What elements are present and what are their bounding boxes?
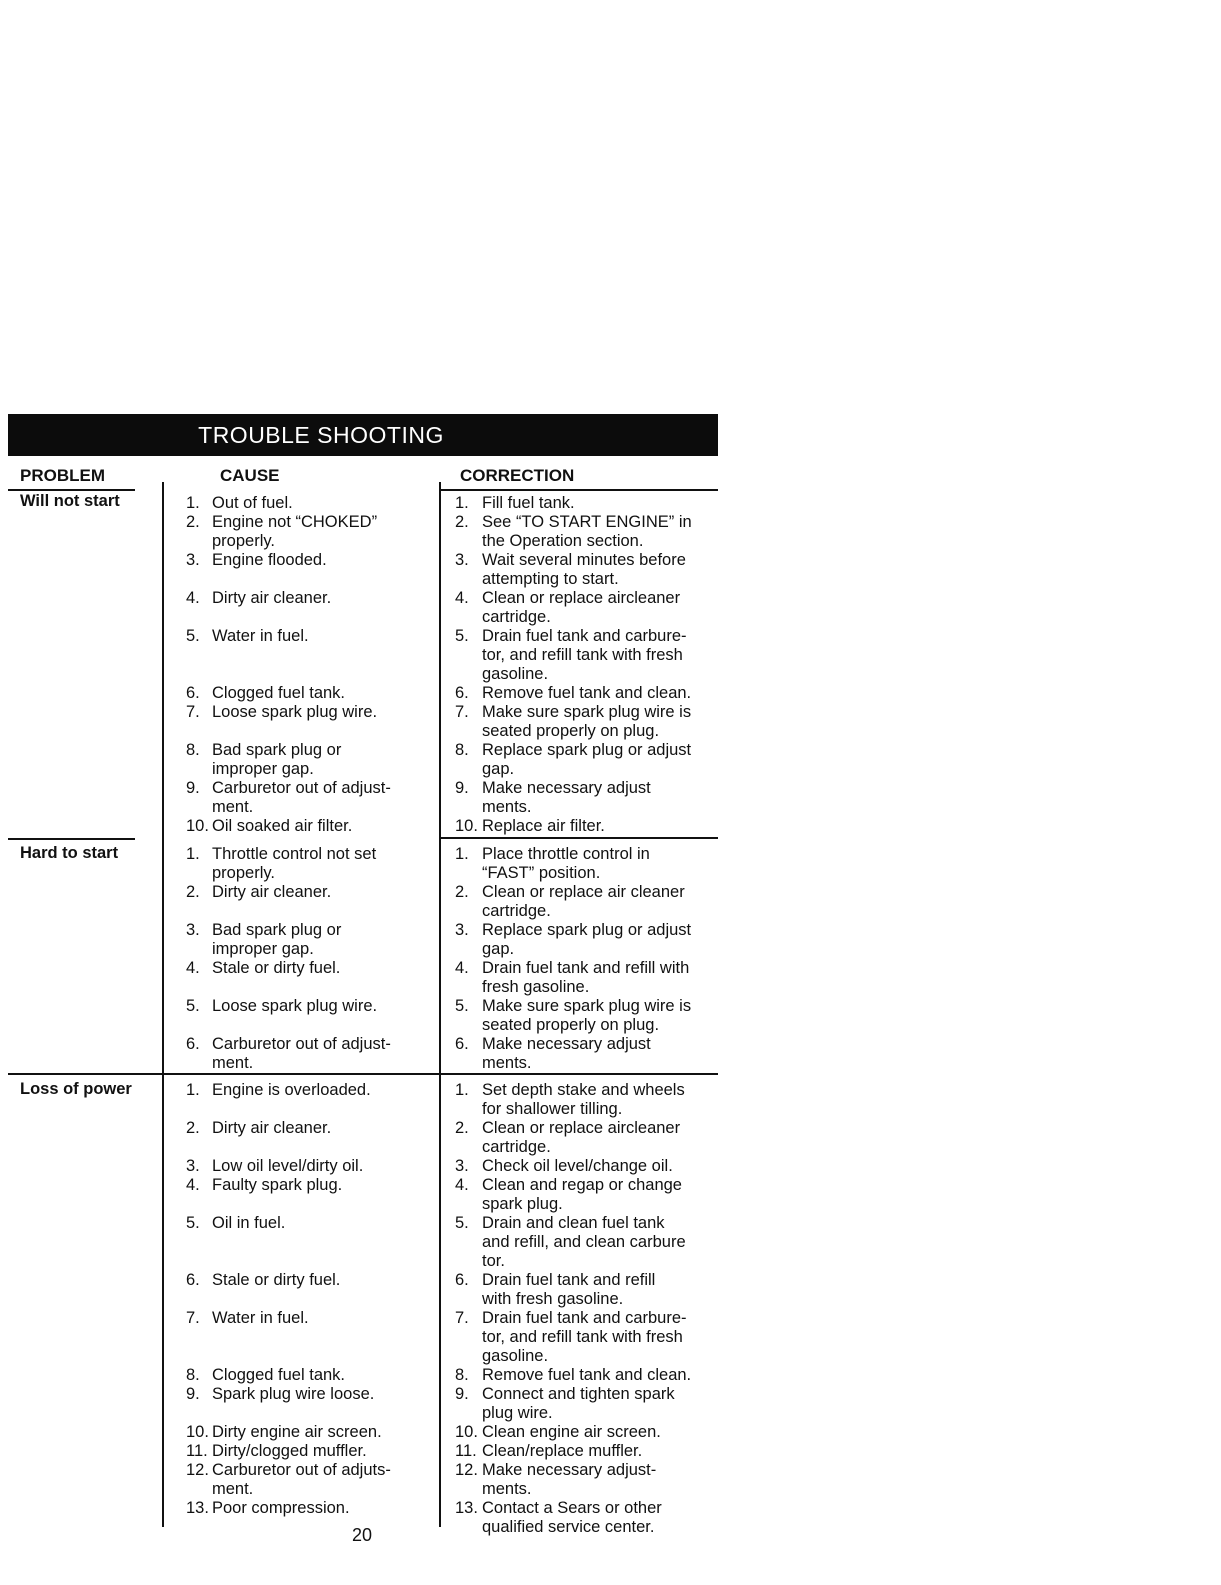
item-text: [482, 513, 692, 551]
item-text: [212, 513, 377, 551]
item-text: [212, 1499, 350, 1518]
item-line: Oil in fuel.: [212, 1214, 286, 1232]
item-text: [212, 921, 341, 959]
item-number: 6.: [186, 1035, 200, 1053]
item-number: 12.: [455, 1461, 478, 1479]
item-text: [212, 1176, 342, 1195]
item-line: cartridge.: [482, 608, 551, 626]
item-line: Dirty air cleaner.: [212, 1119, 332, 1137]
item-line: tor, and refill tank with fresh: [482, 1328, 683, 1346]
title-bar: [8, 414, 718, 456]
item-number: 8.: [186, 1366, 200, 1384]
item-text: [482, 1035, 651, 1073]
item-line: Drain fuel tank and carbure-: [482, 627, 687, 645]
item-line: ment.: [212, 1480, 254, 1498]
item-line: fresh gasoline.: [482, 978, 590, 996]
item-line: Set depth stake and wheels: [482, 1081, 685, 1099]
item-text: [212, 1214, 285, 1233]
item-number: 2.: [186, 1119, 200, 1137]
item-line: with fresh gasoline.: [482, 1290, 624, 1308]
item-text: [482, 1461, 656, 1499]
item-text: [212, 1366, 345, 1385]
item-line: Oil soaked air filter.: [212, 817, 353, 835]
item-line: attempting to start.: [482, 570, 619, 588]
item-number: 2.: [455, 1119, 469, 1137]
item-line: tor, and refill tank with fresh: [482, 646, 683, 664]
item-number: 13.: [455, 1499, 478, 1517]
item-text: [212, 779, 391, 817]
item-line: Engine flooded.: [212, 551, 327, 569]
item-text: [212, 997, 377, 1016]
item-line: Contact a Sears or other: [482, 1499, 662, 1517]
item-text: [212, 1385, 374, 1404]
item-number: 3.: [186, 551, 200, 569]
item-line: Replace spark plug or adjust: [482, 921, 692, 939]
item-text: [212, 1119, 331, 1138]
item-number: 3.: [186, 921, 200, 939]
item-number: 6.: [455, 1035, 469, 1053]
item-text: [482, 1385, 675, 1423]
item-line: Engine is overloaded.: [212, 1081, 371, 1099]
item-number: 8.: [186, 741, 200, 759]
item-line: Remove fuel tank and clean.: [482, 684, 692, 702]
item-line: Throttle control not set: [212, 845, 377, 863]
item-text: [212, 627, 309, 646]
page-title: TROUBLE SHOOTING: [198, 421, 444, 448]
item-line: Dirty engine air screen.: [212, 1423, 382, 1441]
item-line: Bad spark plug or: [212, 741, 342, 759]
item-number: 4.: [186, 1176, 200, 1194]
item-number: 5.: [455, 1214, 469, 1232]
item-number: 6.: [186, 684, 200, 702]
item-number: 4.: [186, 589, 200, 607]
item-text: [212, 1423, 382, 1442]
item-number: 12.: [186, 1461, 209, 1479]
item-text: [482, 1442, 642, 1461]
item-number: 10.: [186, 1423, 209, 1441]
item-text: [482, 959, 689, 997]
item-number: 4.: [455, 589, 469, 607]
problem-label: Loss of power: [20, 1080, 132, 1098]
item-line: and refill, and clean carbure: [482, 1233, 686, 1251]
item-number: 2.: [455, 883, 469, 901]
item-number: 3.: [455, 1157, 469, 1175]
item-number: 5.: [186, 997, 200, 1015]
item-number: 10.: [186, 817, 209, 835]
item-line: Clean engine air screen.: [482, 1423, 661, 1441]
item-line: Drain and clean fuel tank: [482, 1214, 665, 1232]
item-line: Stale or dirty fuel.: [212, 1271, 341, 1289]
item-line: gasoline.: [482, 665, 549, 683]
item-number: 10.: [455, 817, 478, 835]
item-line: Bad spark plug or: [212, 921, 342, 939]
item-number: 7.: [455, 1309, 469, 1327]
item-line: gap.: [482, 940, 515, 958]
item-text: [482, 997, 691, 1035]
item-line: Make necessary adjust: [482, 1035, 651, 1053]
item-number: 6.: [455, 1271, 469, 1289]
item-line: Dirty/clogged muffler.: [212, 1442, 367, 1460]
item-line: Replace air filter.: [482, 817, 605, 835]
item-line: Loose spark plug wire.: [212, 703, 378, 721]
item-number: 1.: [455, 1081, 469, 1099]
item-text: [482, 1157, 673, 1176]
item-line: seated properly on plug.: [482, 1016, 660, 1034]
item-number: 6.: [455, 684, 469, 702]
item-number: 11.: [186, 1442, 208, 1460]
item-line: seated properly on plug.: [482, 722, 660, 740]
item-line: Remove fuel tank and clean.: [482, 1366, 692, 1384]
page-number: 20: [352, 1525, 373, 1545]
item-line: Place throttle control in: [482, 845, 650, 863]
item-text: [212, 741, 341, 779]
item-number: 3.: [186, 1157, 200, 1175]
column-divider-right: [439, 482, 441, 1527]
item-text: [482, 1119, 680, 1157]
item-line: Connect and tighten spark: [482, 1385, 675, 1403]
item-text: [482, 1423, 661, 1442]
item-line: Check oil level/change oil.: [482, 1157, 673, 1175]
item-number: 8.: [455, 741, 469, 759]
item-line: “FAST” position.: [482, 864, 601, 882]
item-text: [482, 1309, 687, 1366]
item-line: properly.: [212, 532, 275, 550]
item-text: [482, 1214, 686, 1271]
item-line: Dirty air cleaner.: [212, 589, 332, 607]
item-text: [482, 741, 691, 779]
item-number: 13.: [186, 1499, 209, 1517]
item-text: [482, 883, 685, 921]
item-number: 2.: [186, 883, 200, 901]
item-line: See “TO START ENGINE” in: [482, 513, 692, 531]
item-line: Make sure spark plug wire is: [482, 997, 692, 1015]
item-line: for shallower tilling.: [482, 1100, 623, 1118]
item-line: Poor compression.: [212, 1499, 350, 1517]
item-text: [482, 817, 605, 836]
item-text: [212, 551, 327, 570]
item-number: 5.: [186, 1214, 200, 1232]
section-rule: [439, 837, 718, 839]
item-line: Clogged fuel tank.: [212, 1366, 346, 1384]
item-text: [482, 551, 686, 589]
problem-header-rule: [8, 489, 135, 491]
item-text: [212, 1442, 367, 1461]
item-line: Wait several minutes before: [482, 551, 686, 569]
item-line: Carburetor out of adjuts-: [212, 1461, 391, 1479]
item-line: ments.: [482, 1480, 532, 1498]
item-text: [212, 494, 293, 513]
item-line: Drain fuel tank and carbure-: [482, 1309, 687, 1327]
item-number: 9.: [186, 1385, 200, 1403]
problem-header: PROBLEM: [20, 466, 105, 485]
item-line: Engine not “CHOKED”: [212, 513, 378, 531]
item-line: ment.: [212, 798, 254, 816]
item-line: improper gap.: [212, 760, 314, 778]
item-text: [482, 1499, 662, 1537]
item-text: [482, 1366, 691, 1385]
item-line: ment.: [212, 1054, 254, 1072]
item-line: cartridge.: [482, 1138, 551, 1156]
item-number: 3.: [455, 921, 469, 939]
item-line: tor.: [482, 1252, 505, 1270]
correction-header-rule: [439, 489, 718, 491]
item-text: [482, 1081, 685, 1119]
item-line: Replace spark plug or adjust: [482, 741, 692, 759]
item-line: cartridge.: [482, 902, 551, 920]
item-line: Spark plug wire loose.: [212, 1385, 375, 1403]
item-line: plug wire.: [482, 1404, 553, 1422]
item-text: [212, 1461, 391, 1499]
item-number: 1.: [186, 494, 200, 512]
item-line: qualified service center.: [482, 1518, 655, 1536]
item-text: [212, 845, 376, 883]
problem-label: Hard to start: [20, 844, 119, 862]
item-line: Drain fuel tank and refill: [482, 1271, 656, 1289]
item-number: 1.: [455, 845, 469, 863]
item-line: Loose spark plug wire.: [212, 997, 378, 1015]
section-rule: [8, 838, 135, 840]
item-number: 7.: [186, 1309, 200, 1327]
item-number: 9.: [186, 779, 200, 797]
item-number: 4.: [186, 959, 200, 977]
item-number: 5.: [186, 627, 200, 645]
item-text: [482, 703, 691, 741]
item-number: 1.: [186, 845, 200, 863]
item-line: Carburetor out of adjust-: [212, 1035, 391, 1053]
item-number: 3.: [455, 551, 469, 569]
item-line: Drain fuel tank and refill with: [482, 959, 690, 977]
item-line: Clean and regap or change: [482, 1176, 682, 1194]
item-text: [212, 1271, 340, 1290]
item-text: [212, 589, 331, 608]
item-line: Low oil level/dirty oil.: [212, 1157, 364, 1175]
item-line: ments.: [482, 798, 532, 816]
item-line: Clogged fuel tank.: [212, 684, 346, 702]
item-line: improper gap.: [212, 940, 314, 958]
item-line: the Operation section.: [482, 532, 644, 550]
item-line: Clean or replace aircleaner: [482, 1119, 681, 1137]
item-line: Faulty spark plug.: [212, 1176, 343, 1194]
item-number: 5.: [455, 627, 469, 645]
item-text: [482, 684, 691, 703]
item-number: 11.: [455, 1442, 477, 1460]
section-rule: [8, 1073, 718, 1075]
item-text: [482, 921, 691, 959]
item-number: 1.: [455, 494, 469, 512]
item-line: Clean or replace air cleaner: [482, 883, 685, 901]
item-line: gasoline.: [482, 1347, 549, 1365]
item-text: [482, 1271, 655, 1309]
item-text: [212, 1157, 363, 1176]
item-number: 7.: [186, 703, 200, 721]
item-number: 5.: [455, 997, 469, 1015]
item-number: 2.: [186, 513, 200, 531]
column-divider-left: [162, 482, 164, 1527]
item-number: 9.: [455, 1385, 469, 1403]
item-text: [212, 1081, 371, 1100]
item-line: Make sure spark plug wire is: [482, 703, 692, 721]
item-line: Carburetor out of adjust-: [212, 779, 391, 797]
problem-label: Will not start: [20, 492, 120, 510]
item-line: Make necessary adjust-: [482, 1461, 657, 1479]
item-line: ments.: [482, 1054, 532, 1072]
item-number: 9.: [455, 779, 469, 797]
item-line: Out of fuel.: [212, 494, 293, 512]
item-text: [212, 883, 331, 902]
item-number: 4.: [455, 1176, 469, 1194]
item-line: Fill fuel tank.: [482, 494, 575, 512]
item-number: 7.: [455, 703, 469, 721]
item-text: [482, 779, 651, 817]
item-text: [212, 817, 352, 836]
item-text: [482, 1176, 682, 1214]
item-text: [212, 1035, 391, 1073]
item-number: 8.: [455, 1366, 469, 1384]
cause-header: CAUSE: [220, 466, 280, 485]
item-text: [482, 589, 680, 627]
item-line: gap.: [482, 760, 515, 778]
item-number: 2.: [455, 513, 469, 531]
item-number: 10.: [455, 1423, 478, 1441]
item-line: Water in fuel.: [212, 627, 309, 645]
item-text: [212, 684, 345, 703]
item-text: [212, 703, 377, 722]
item-line: Clean/replace muffler.: [482, 1442, 643, 1460]
item-number: 4.: [455, 959, 469, 977]
item-number: 6.: [186, 1271, 200, 1289]
item-line: Water in fuel.: [212, 1309, 309, 1327]
item-number: 1.: [186, 1081, 200, 1099]
item-line: properly.: [212, 864, 275, 882]
item-line: Make necessary adjust: [482, 779, 651, 797]
item-text: [212, 1309, 309, 1328]
item-line: Dirty air cleaner.: [212, 883, 332, 901]
item-text: [482, 494, 575, 513]
item-line: spark plug.: [482, 1195, 563, 1213]
correction-header: CORRECTION: [460, 466, 575, 485]
item-text: [212, 959, 340, 978]
item-text: [482, 845, 650, 883]
item-text: [482, 627, 687, 684]
item-line: Clean or replace aircleaner: [482, 589, 681, 607]
item-line: Stale or dirty fuel.: [212, 959, 341, 977]
